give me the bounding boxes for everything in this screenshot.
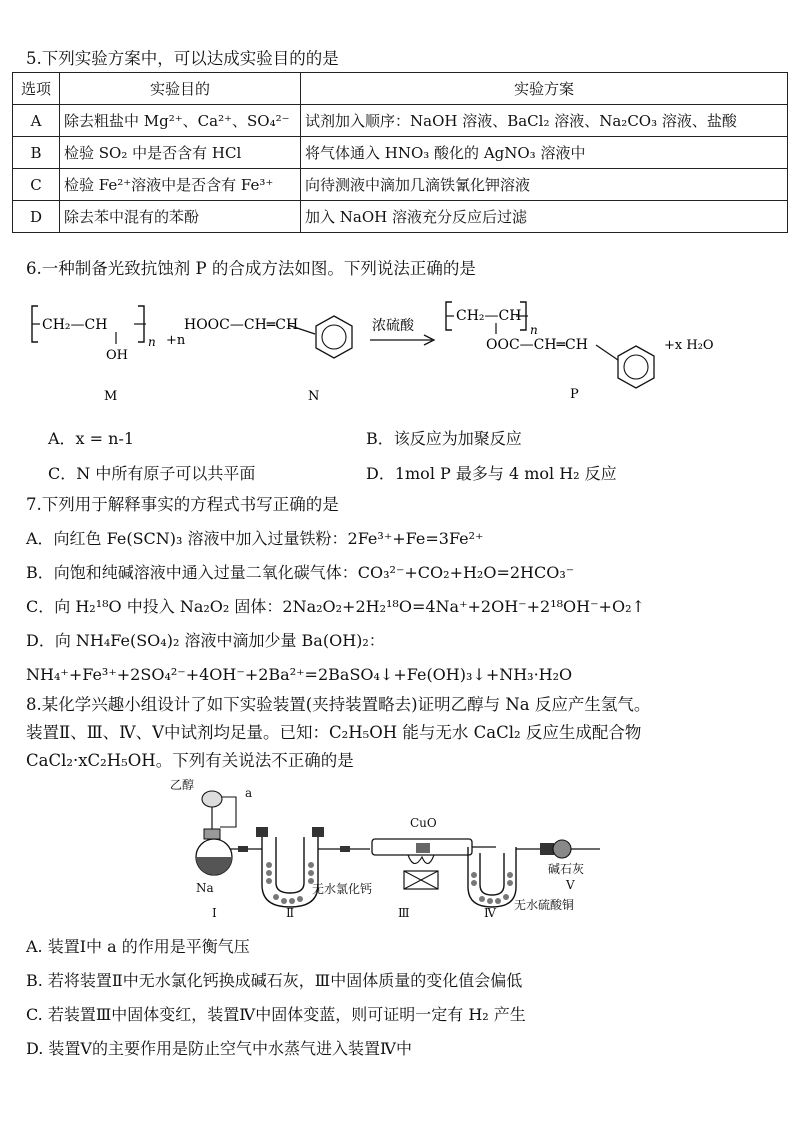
q6-option-a: A．x = n-1 xyxy=(48,429,135,448)
molecule-p xyxy=(446,302,714,388)
row-option: B xyxy=(13,137,60,169)
n-formula-label: HOOC—CH═CH xyxy=(184,317,299,333)
cuo-label: CuO xyxy=(410,816,437,830)
apparatus-diagram xyxy=(0,775,800,925)
row-goal: 除去苯中混有的苯酚 xyxy=(60,201,301,233)
apparatus-iii-label: Ⅲ xyxy=(398,906,410,920)
molecule-m xyxy=(32,306,186,363)
reaction-arrow xyxy=(370,318,434,345)
label-m: M xyxy=(104,389,118,404)
row-goal: 检验 Fe²⁺溶液中是否含有 Fe³⁺ xyxy=(60,169,301,201)
row-plan: 将气体通入 HNO₃ 酸化的 AgNO₃ 溶液中 xyxy=(301,137,788,169)
q7-option-d-equation: NH₄⁺+Fe³⁺+2SO₄²⁻+4OH⁻+2Ba²⁺=2BaSO₄↓+Fe(OH)₃↓+NH₃·H₂O xyxy=(26,665,573,684)
row-plan: 向待测液中滴加几滴铁氰化钾溶液 xyxy=(301,169,788,201)
sodium-label: Na xyxy=(196,881,214,895)
experiment-table xyxy=(12,72,788,233)
q8-option-c: C. 若装置Ⅲ中固体变红，装置Ⅳ中固体变蓝，则可证明一定有 H₂ 产生 xyxy=(26,1005,526,1024)
q6-stem: 6.一种制备光致抗蚀剂 P 的合成方法如图。下列说法正确的是 xyxy=(26,259,476,278)
tube-a-label: a xyxy=(245,786,253,800)
table-row xyxy=(13,201,788,233)
cacl2-label: 无水氯化钙 xyxy=(312,882,373,896)
p-ester-label: OOC—CH═CH xyxy=(486,337,588,353)
m-n-label: n xyxy=(148,335,156,349)
m-oh-label: OH xyxy=(106,348,128,363)
label-n: N xyxy=(308,389,320,404)
apparatus-iv-label: Ⅳ xyxy=(484,906,496,920)
table-row xyxy=(13,105,788,137)
row-plan: 试剂加入顺序：NaOH 溶液、BaCl₂ 溶液、Na₂CO₃ 溶液、盐酸 xyxy=(301,105,788,137)
synthesis-scheme xyxy=(0,290,800,410)
q8-option-b: B. 若将装置Ⅱ中无水氯化钙换成碱石灰，Ⅲ中固体质量的变化值会偏低 xyxy=(26,971,523,990)
catalyst-label: 浓硫酸 xyxy=(372,318,414,334)
q6-option-c: C．N 中所有原子可以共平面 xyxy=(48,464,256,483)
cuso4-label: 无水硫酸铜 xyxy=(514,898,575,912)
label-p: P xyxy=(570,387,579,402)
q6-option-b: B．该反应为加聚反应 xyxy=(366,429,522,448)
table-row xyxy=(13,137,788,169)
row-option: A xyxy=(13,105,60,137)
row-option: D xyxy=(13,201,60,233)
apparatus-ii-label: Ⅱ xyxy=(286,906,295,920)
q7-option-a: A．向红色 Fe(SCN)₃ 溶液中加入过量铁粉：2Fe³⁺+Fe=3Fe²⁺ xyxy=(26,529,484,548)
apparatus-v-label: V xyxy=(566,878,575,892)
plus-n-label: +n xyxy=(166,333,186,348)
q8-stem-line2: 装置Ⅱ、Ⅲ、Ⅳ、Ⅴ中试剂均足量。已知：C₂H₅OH 能与无水 CaCl₂ 反应生成配合物 xyxy=(26,723,642,742)
header-plan: 实验方案 xyxy=(301,73,788,105)
sodalime-label: 碱石灰 xyxy=(548,862,585,876)
q7-option-d: D．向 NH₄Fe(SO₄)₂ 溶液中滴加少量 Ba(OH)₂： xyxy=(26,631,385,650)
molecule-n xyxy=(184,316,352,358)
row-goal: 除去粗盐中 Mg²⁺、Ca²⁺、SO₄²⁻ xyxy=(60,105,301,137)
header-option: 选项 xyxy=(13,73,60,105)
q7-option-b: B．向饱和纯碱溶液中通入过量二氧化碳气体：CO₃²⁻+CO₂+H₂O=2HCO₃⁻ xyxy=(26,563,575,582)
table-header-row xyxy=(13,73,788,105)
q8-stem-line3: CaCl₂·xC₂H₅OH。下列有关说法不正确的是 xyxy=(26,751,354,770)
q8-option-a: A. 装置Ⅰ中 a 的作用是平衡气压 xyxy=(26,937,250,956)
q7-stem: 7.下列用于解释事实的方程式书写正确的是 xyxy=(26,495,339,514)
ethanol-label: 乙醇 xyxy=(170,778,195,792)
table-row xyxy=(13,169,788,201)
water-label: +x H₂O xyxy=(664,338,714,353)
q8-stem-line1: 8.某化学兴趣小组设计了如下实验装置(夹持装置略去)证明乙醇与 Na 反应产生氢气。 xyxy=(26,695,651,714)
q6-option-d: D．1mol P 最多与 4 mol H₂ 反应 xyxy=(366,464,617,483)
row-plan: 加入 NaOH 溶液充分反应后过滤 xyxy=(301,201,788,233)
p-n-label: n xyxy=(530,323,538,337)
row-option: C xyxy=(13,169,60,201)
q7-option-c: C．向 H₂¹⁸O 中投入 Na₂O₂ 固体：2Na₂O₂+2H₂¹⁸O=4Na⁺+2OH⁻+2¹⁸OH⁻+O₂↑ xyxy=(26,597,645,616)
row-goal: 检验 SO₂ 中是否含有 HCl xyxy=(60,137,301,169)
header-goal: 实验目的 xyxy=(60,73,301,105)
q8-option-d: D. 装置Ⅴ的主要作用是防止空气中水蒸气进入装置Ⅳ中 xyxy=(26,1039,412,1058)
q5-stem: 5.下列实验方案中，可以达成实验目的的是 xyxy=(26,49,339,68)
p-chain-label: CH₂—CH xyxy=(456,308,522,324)
m-chain-label: CH₂—CH xyxy=(42,317,108,333)
apparatus-i-label: I xyxy=(212,906,217,920)
